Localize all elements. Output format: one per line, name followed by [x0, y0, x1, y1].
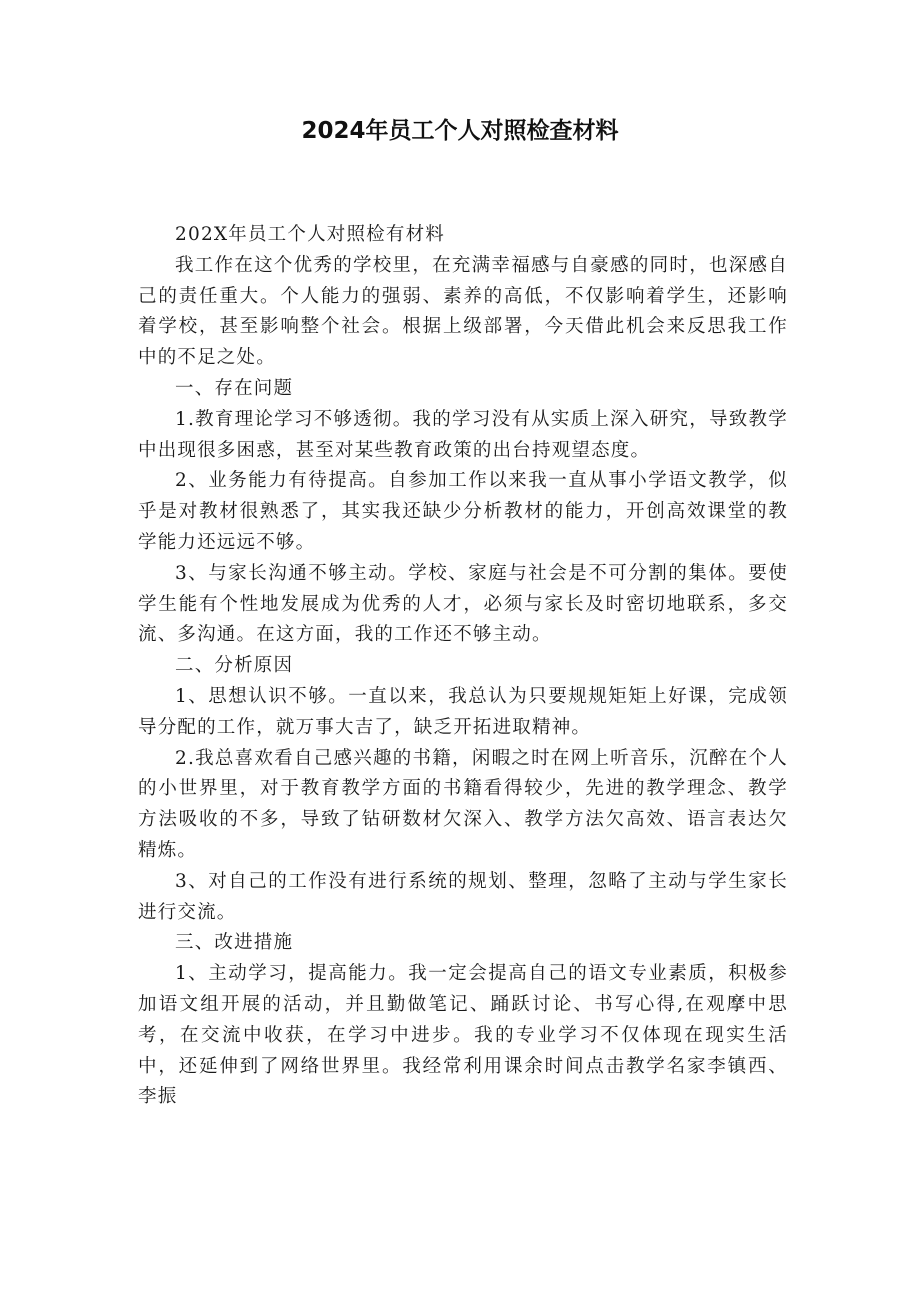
cause-item: 2.我总喜欢看自己感兴趣的书籍，闲暇之时在网上听音乐，沉醉在个人的小世界里，对于教育教学方面的书籍看得较少，先进的教学理念、教学方法吸收的不多，导致了钻研数材欠深入、教学方法欠高效、语言表达欠精炼。	[138, 747, 788, 861]
problem-item: 3、与家长沟通不够主动。学校、家庭与社会是不可分割的集体。要使学生能有个性地发展成为优秀的人才，必须与家长及时密切地联系，多交流、多沟通。在这方面，我的工作还不够主动。	[138, 562, 788, 646]
cause-item: 3、对自己的工作没有进行系统的规划、整理，忽略了主动与学生家长进行交流。	[138, 870, 788, 923]
measure-item: 1、主动学习，提高能力。我一定会提高自己的语文专业素质，积极参加语文组开展的活动，并且勤做笔记、踊跃讨论、书写心得,在观摩中思考，在交流中收获，在学习中进步。我的专业学习不仅体现在现实生活中，还延伸到了网络世界里。我经常利用课余时间点击教学名家李镇西、李振	[138, 963, 788, 1108]
document-subtitle: 202X年员工个人对照检有材料	[175, 224, 445, 245]
section-heading-causes: 二、分析原因	[175, 655, 294, 677]
problem-item: 1.教育理论学习不够透彻。我的学习没有从实质上深入研究，导致教学中出现很多困惑，甚至对某些教育政策的出台持观望态度。	[138, 408, 788, 461]
problem-item: 2、业务能力有待提高。自参加工作以来我一直从事小学语文教学，似乎是对教材很熟悉了，其实我还缺少分析教材的能力，开创高效课堂的教学能力还远远不够。	[138, 470, 788, 553]
document-body	[138, 220, 788, 1113]
section-heading-measures: 三、改进措施	[175, 932, 294, 954]
section-heading-problems: 一、存在问题	[175, 377, 294, 399]
document-title: 2024年员工个人对照检查材料	[301, 118, 619, 144]
cause-item: 1、思想认识不够。一直以来，我总认为只要规规矩矩上好课，完成领导分配的工作，就万事大吉了，缺乏开拓进取精神。	[138, 685, 788, 738]
intro-paragraph: 我工作在这个优秀的学校里，在充满幸福感与自豪感的同时，也深感自己的责任重大。个人能力的强弱、素养的高低，不仅影响着学生，还影响着学校，甚至影响整个社会。根据上级部署，今天借此机会来反思我工作中的不足之处。	[138, 254, 788, 369]
